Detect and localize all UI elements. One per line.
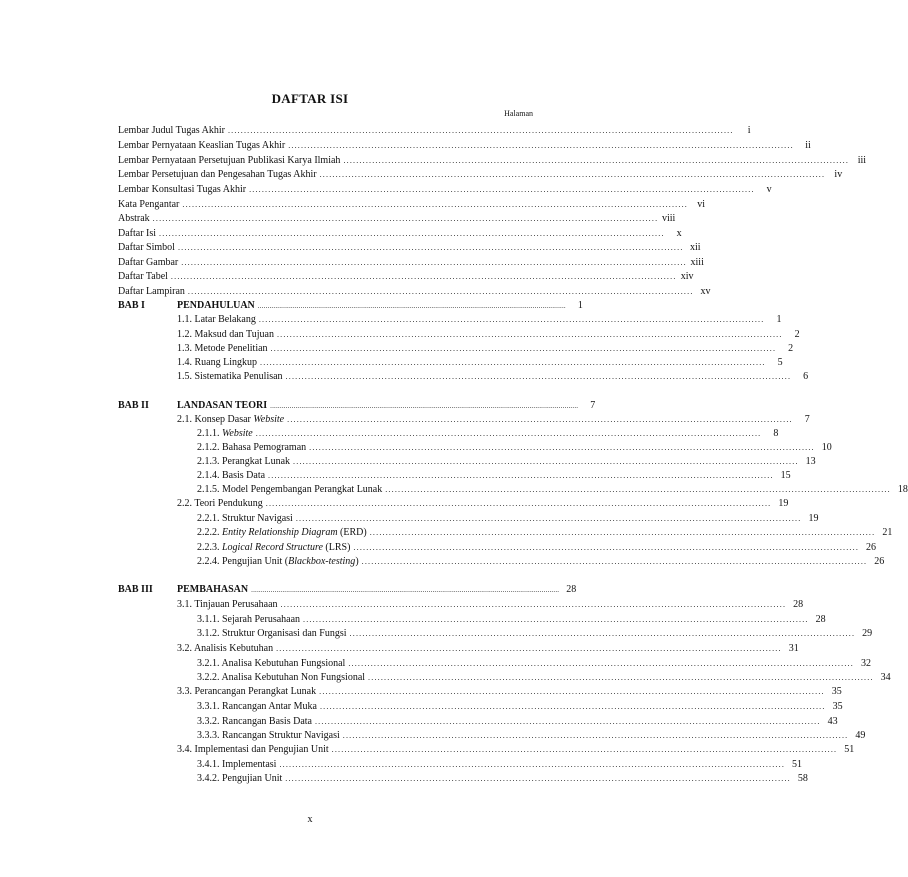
toc-entry-label: 2.1.1. Website [197,428,253,439]
leader-dots: .............................................................................................................................................................. [343,156,850,165]
toc-page-number: 1 [776,314,782,325]
toc-entry-row [118,241,701,255]
toc-entry-row [177,342,794,356]
leader-dots: .............................................................................................................................................................. [285,774,791,783]
leader-dots: .............................................................................................................................................................. [265,499,772,508]
toc-entry-label: 2.2.4. Pengujian Unit (Blackbox-testing) [197,556,359,567]
toc-entry-label: Daftar Lampiran [118,286,185,297]
toc-entry-label: 2.2.1. Struktur Navigasi [197,513,293,524]
toc-entry-label: Daftar Tabel [118,271,168,282]
toc-page-number: 35 [831,686,842,697]
toc-entry-label: 2.2.2. Entity Relationship Diagram (ERD) [197,527,367,538]
toc-entry-label: 3.1.2. Struktur Organisasi dan Fungsi [197,628,347,639]
leader-dots: .............................................................................................................................................................. [187,287,694,296]
leader-dots: .............................................................................................................................................................. [276,644,782,653]
leader-dots: .............................................................................................................................................................. [268,471,774,480]
toc-entry-label: 3.3.1. Rancangan Antar Muka [197,701,317,712]
toc-page-number: vi [697,199,705,210]
toc-entry-row [197,455,816,469]
toc-entry-label: 3.2.2. Analisa Kebutuhan Non Fungsional [197,672,366,683]
leader-dots: .............................................................................................................................................................. [353,543,860,552]
leader-dots: .............................................................................................................................................................. [152,214,659,223]
leader-dots: .............................................................................................................................................................. [255,429,762,438]
toc-page-number: 21 [882,527,893,538]
leader-dots: .............................................................................................................................................................. [182,200,688,209]
toc-entry-row [197,441,832,455]
toc-entry-row [118,139,811,153]
toc-page-number: 19 [778,498,789,509]
toc-page-number: 32 [860,658,871,669]
toc-entry-row [197,469,791,483]
toc-page-number: 28 [566,584,577,595]
toc-entry-label: Lembar Konsultasi Tugas Akhir [118,184,247,195]
leader-dots: .............................................................................................................................................................. [293,457,799,466]
toc-entry-row [197,483,908,497]
toc-page-number: 5 [777,357,783,368]
toc-page-number: 49 [855,730,866,741]
toc-page-number: 31 [788,643,799,654]
toc-entry-row [177,642,799,656]
toc-entry-row [197,657,871,671]
toc-page-number: xiii [690,257,704,268]
toc-entry-label: Abstrak [118,213,150,224]
leader-dots: .............................................................................................................................................................. [276,330,783,339]
toc-entry-row [118,285,711,299]
leader-dots: .............................................................................................................................................................. [368,673,874,682]
toc-page-number: 26 [874,556,885,567]
leader-dots: .............................................................................................................................................................. [303,615,809,624]
leader-dots: .............................................................................................................................................................. [385,485,891,494]
leader-dots: .............................................................................................................................................................. [369,528,876,537]
toc-entry-label: Daftar Gambar [118,257,179,268]
toc-page-number: 1 [577,300,583,311]
toc-entry-row [118,154,867,168]
leader-dots: .............................................................................................................................................................. [295,514,802,523]
toc-page-number: ii [805,140,811,151]
chapter-number: BAB II [118,400,149,411]
toc-entry-row [197,526,893,540]
toc-entry-row [197,772,808,786]
toc-page-number: 18 [897,484,908,495]
toc-page-number: xv [700,286,711,297]
toc-entry-label: Daftar Simbol [118,242,175,253]
toc-entry-label: Lembar Judul Tugas Akhir [118,125,225,136]
toc-entry-label: PEMBAHASAN [177,584,249,595]
leader-dots: .............................................................................................................................................................. [279,760,786,769]
toc-page-number: 10 [821,442,832,453]
toc-entry-label: 3.3.3. Rancangan Struktur Navigasi [197,730,340,741]
toc-entry-row [118,270,694,284]
toc-chapter-row [118,583,577,597]
toc-page-number: 29 [862,628,873,639]
toc-page-number: iv [834,169,843,180]
toc-entry-label: Daftar Isi [118,228,157,239]
toc-page-number: v [766,184,772,195]
toc-entry-row [197,758,803,772]
leader-dots: .............................................................................................................................................................. [251,586,560,594]
toc-entry-row [177,598,804,612]
toc-page-number: 35 [832,701,843,712]
leader-dots: .............................................................................................................................................................. [288,141,794,150]
toc-entry-label: 2.2. Teori Pendukung [177,498,263,509]
toc-entry-label: 1.5. Sistematika Penulisan [177,371,283,382]
page-title: DAFTAR ISI [271,91,349,106]
toc-entry-row [197,700,843,714]
toc-entry-label: 3.3.2. Rancangan Basis Data [197,716,312,727]
halaman-label: Halaman [504,109,533,118]
toc-entry-label: 2.1.5. Model Pengembangan Perangkat Lunak [197,484,383,495]
leader-dots: .............................................................................................................................................................. [342,731,849,740]
leader-dots: .............................................................................................................................................................. [314,717,821,726]
toc-entry-row [118,256,704,270]
leader-dots: .............................................................................................................................................................. [177,243,684,252]
toc-entry-row [118,227,682,241]
toc-page-number: 6 [803,371,809,382]
leader-dots: .............................................................................................................................................................. [319,687,825,696]
leader-dots: .............................................................................................................................................................. [249,185,755,194]
toc-entry-label: 2.1.2. Bahasa Pemograman [197,442,307,453]
toc-page-number: 8 [773,428,779,439]
toc-entry-label: Lembar Persetujuan dan Pengesahan Tugas Akhir [118,169,317,180]
toc-page-number: 19 [808,513,819,524]
leader-dots: .............................................................................................................................................................. [285,372,792,381]
toc-entry-label: 3.1.1. Sejarah Perusahaan [197,614,301,625]
toc-page-number: iii [857,155,867,166]
toc-page-number: 7 [804,414,810,425]
toc-entry-label: PENDAHULUAN [177,300,255,311]
toc-page-number: 28 [815,614,826,625]
toc-entry-label: 2.1.3. Perangkat Lunak [197,456,291,467]
toc-entry-row [177,356,783,370]
toc-entry-label: 2.2.3. Logical Record Structure (LRS) [197,542,351,553]
toc-entry-row [118,124,751,138]
toc-page-number: 13 [805,456,816,467]
leader-dots: .............................................................................................................................................................. [349,629,856,638]
toc-entry-row [118,168,843,182]
toc-entry-label: 1.2. Maksud dan Tujuan [177,329,274,340]
leader-dots: .............................................................................................................................................................. [258,315,765,324]
leader-dots: .............................................................................................................................................................. [181,258,687,267]
toc-entry-row [197,555,885,569]
toc-page-number: 58 [797,773,808,784]
toc-entry-row [197,613,826,627]
toc-entry-row [197,729,866,743]
toc-page-number: 51 [792,759,803,770]
toc-entry-row [197,512,819,526]
leader-dots: .............................................................................................................................................................. [361,557,868,566]
chapter-number: BAB I [118,300,145,311]
toc-entry-label: 3.4. Implementasi dan Pengujian Unit [177,744,329,755]
toc-page-number: 43 [827,716,838,727]
toc-entry-label: 3.1. Tinjauan Perusahaan [177,599,278,610]
toc-entry-row [197,541,877,555]
toc-entry-label: 3.4.1. Implementasi [197,759,277,770]
leader-dots: .............................................................................................................................................................. [260,358,766,367]
leader-dots: .............................................................................................................................................................. [170,272,677,281]
toc-entry-row [177,313,782,327]
leader-dots: .............................................................................................................................................................. [348,659,854,668]
toc-chapter-row [118,399,596,413]
toc-entry-row [197,627,873,641]
toc-entry-row [177,497,789,511]
toc-entry-row [177,743,855,757]
toc-page-number: 2 [788,343,794,354]
toc-entry-label: Kata Pengantar [118,199,180,210]
toc-entry-label: 3.4.2. Pengujian Unit [197,773,283,784]
toc-entry-label: 1.3. Metode Penelitian [177,343,268,354]
toc-page-number: x [676,228,682,239]
toc-entry-label: 2.1.4. Basis Data [197,470,266,481]
toc-page-number: i [747,125,751,136]
toc-entry-row [197,671,891,685]
leader-dots: .............................................................................................................................................................. [280,600,787,609]
toc-entry-label: 3.2. Analisis Kebutuhan [177,643,274,654]
toc-entry-label: LANDASAN TEORI [177,400,268,411]
toc-entry-label: 3.3. Perancangan Perangkat Lunak [177,686,317,697]
toc-entry-label: 2.1. Konsep Dasar Website [177,414,285,425]
toc-entry-row [118,212,676,226]
leader-dots: .............................................................................................................................................................. [319,702,826,711]
toc-page-number: 34 [880,672,891,683]
toc-entry-label: 3.2.1. Analisa Kebutuhan Fungsional [197,658,346,669]
toc-entry-row [197,715,838,729]
leader-dots: .............................................................................................................................................................. [270,344,777,353]
toc-entry-label: Lembar Pernyataan Persetujuan Publikasi Karya Ilmiah [118,155,341,166]
page-number: x [307,814,313,825]
toc-page-number: 28 [793,599,804,610]
leader-dots: .............................................................................................................................................................. [319,170,826,179]
leader-dots: .............................................................................................................................................................. [331,745,838,754]
toc-entry-row [177,370,809,384]
toc-entry-row [118,198,705,212]
toc-page-number: 2 [794,329,800,340]
toc-page-number: 51 [844,744,855,755]
toc-entry-row [177,413,810,427]
toc-entry-row [177,328,800,342]
toc-entry-row [118,183,772,197]
toc-page-number: 7 [590,400,596,411]
toc-entry-label: Lembar Pernyataan Keaslian Tugas Akhir [118,140,286,151]
toc-entry-label: 1.4. Ruang Lingkup [177,357,257,368]
toc-entry-row [197,427,779,441]
toc-page-number: viii [661,213,676,224]
toc-page-number: xii [689,242,701,253]
toc-page-number: 15 [780,470,791,481]
toc-entry-label: 1.1. Latar Belakang [177,314,256,325]
leader-dots: .............................................................................................................................................................. [287,415,793,424]
leader-dots: .............................................................................................................................................................. [159,229,665,238]
toc-entry-row [177,685,842,699]
leader-dots: .............................................................................................................................................................. [270,402,579,410]
toc-chapter-row [118,299,583,313]
toc-page-number: 26 [866,542,877,553]
leader-dots: .............................................................................................................................................................. [257,302,566,310]
leader-dots: .............................................................................................................................................................. [227,126,734,135]
chapter-number: BAB III [118,584,153,595]
leader-dots: .............................................................................................................................................................. [309,443,815,452]
toc-page-number: xiv [680,271,694,282]
